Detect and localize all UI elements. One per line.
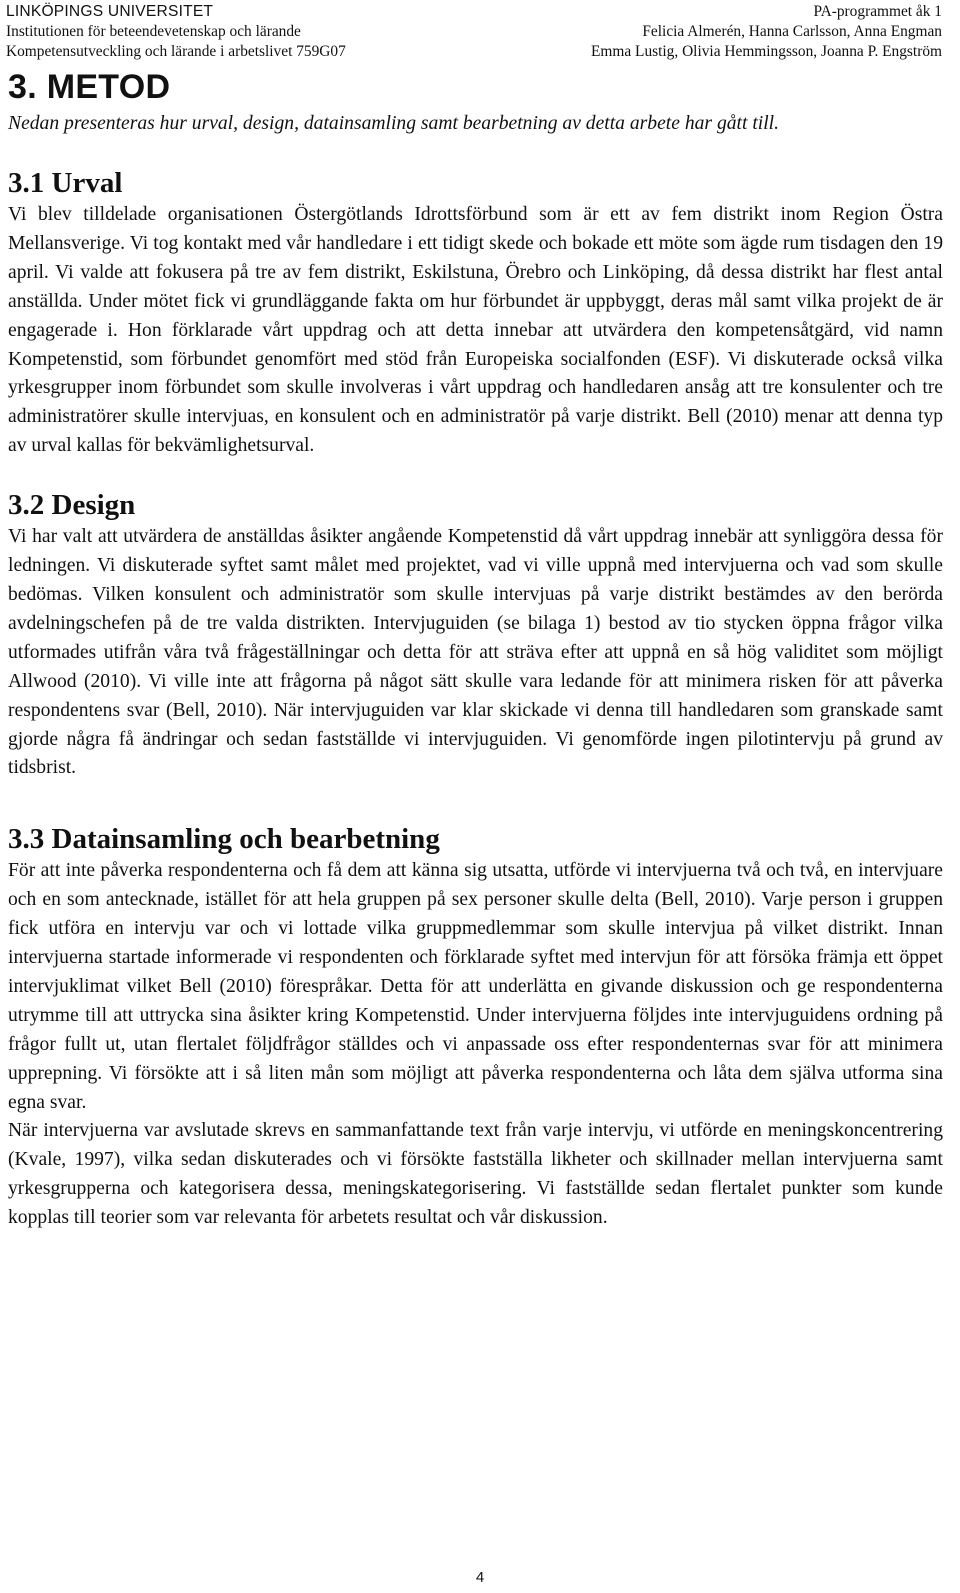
page-header xyxy=(6,0,942,66)
section-title-urval: 3.1 Urval xyxy=(8,167,123,199)
header-authors-line-1: Felicia Almerén, Hanna Carlsson, Anna Engman xyxy=(642,23,942,40)
header-department: Institutionen för beteendevetenskap och lärande xyxy=(6,23,301,40)
section-urval-paragraph: Vi blev tilldelade organisationen Östergötlands Idrottsförbund som är ett av fem distrikt inom Region Östra Mellansverige. Vi tog kontakt med vår handledare i ett tidigt skede och bokade ett möte som ägde rum tisdagen den 19 april. Vi valde att fokusera på tre av fem distrikt, Eskilstuna, Örebro och Linköping, då dessa distrikt har flest antal anställda. Under mötet fick vi grundläggande fakta om hur förbundet är uppbyggt, deras mål samt vilka projekt de är engagerade i. Hon förklarade vårt uppdrag och att detta innebar att utvärdera den kompetensåtgärd, vid namn Kompetenstid, som förbundet genomfört med stöd från Europeiska socialfonden (ESF). Vi diskuterade också vilka yrkesgrupper inom förbundet som skulle involveras i vårt uppdrag och handledaren ansåg att tre konsulenter och tre administratörer skulle intervjuas, en konsulent och en administratör på varje distrikt. Bell (2010) menar att denna typ av urval kallas för bekvämlighetsurval. xyxy=(8,204,943,457)
header-left-block xyxy=(6,2,346,62)
header-course: Kompetensutveckling och lärande i arbetslivet 759G07 xyxy=(6,43,346,60)
section-title-datainsamling: 3.3 Datainsamling och bearbetning xyxy=(8,823,440,856)
header-university: LINKÖPINGS UNIVERSITET xyxy=(6,3,214,20)
chapter-title: 3. METOD xyxy=(8,68,171,106)
section-datainsamling-paragraph-1: För att inte påverka respondenterna och få dem att känna sig utsatta, utförde vi intervjuerna två och två, en intervjuare och en som antecknade, istället för att hela gruppen på sex personer skulle delta (Bell, 2010). Varje person i gruppen fick utföra en intervju var och vi lottade vilka gruppmedlemmar som skulle intervjua på vilket distrikt. Innan intervjuerna startade informerade vi respondenten och förklarade syftet med intervjun för att försöka främja ett öppet intervjuklimat vilket Bell (2010) förespråkar. Detta för att underlätta en givande diskussion och ge respondenterna utrymme till att uttrycka sina åsikter kring Kompetenstid. Under intervjuerna följdes inte intervjuguidens ordning på frågor fullt ut, utan flertalet följdfrågor ställdes och vi anpassade oss efter respondenternas svar för att minimera upprepning. Vi försökte att i så liten mån som möjligt att påverka respondenterna och låta dem själva utforma sina egna svar. xyxy=(8,860,943,1113)
page-content xyxy=(8,66,943,1233)
section-design-paragraph: Vi har valt att utvärdera de anställdas åsikter angående Kompetenstid då vårt uppdrag innebär att synliggöra dessa för ledningen. Vi diskuterade syftet samt målet med projektet, vad vi ville uppnå med intervjuerna och vad som skulle bedömas. Vilken konsulent och administratör som skulle intervjuas på varje distrikt bestämdes av den berörda avdelningschefen på de tre valda distrikten. Intervjuguiden (se bilaga 1) bestod av tio stycken öppna frågor vilka utformades utifrån våra två frågeställningar och detta för att sträva efter att uppnå en så hög validitet som möjligt Allwood (2010). Vi ville inte att frågorna på något sätt skulle vara ledande för att minimera risken för att påverka respondentens svar (Bell, 2010). När intervjuguiden var klar skickade vi denna till handledaren som granskade samt gjorde några få ändringar och sedan fastställde vi intervjuguiden. Vi genomförde ingen pilotintervju på grund av tidsbrist. xyxy=(8,526,943,779)
section-datainsamling-paragraph-2: När intervjuerna var avslutade skrevs en sammanfattande text från varje intervju, vi utförde en meningskoncentrering (Kvale, 1997), vilka sedan diskuterades och vi försökte fastställa likheter och skillnader mellan intervjuerna samt yrkesgrupperna och kategorisera dessa, meningskategorisering. Vi fastställde sedan flertalet punkter som kunde kopplas till teorier som var relevanta för arbetets resultat och vår diskussion. xyxy=(8,1120,943,1229)
header-program: PA-programmet åk 1 xyxy=(813,3,942,20)
page-number: 4 xyxy=(475,1569,485,1586)
chapter-intro: Nedan presenteras hur urval, design, datainsamling samt bearbetning av detta arbete har gått till. xyxy=(8,113,779,134)
header-right-block xyxy=(591,2,942,62)
section-title-design: 3.2 Design xyxy=(8,489,136,522)
header-authors-line-2: Emma Lustig, Olivia Hemmingsson, Joanna P. Engström xyxy=(591,43,942,60)
